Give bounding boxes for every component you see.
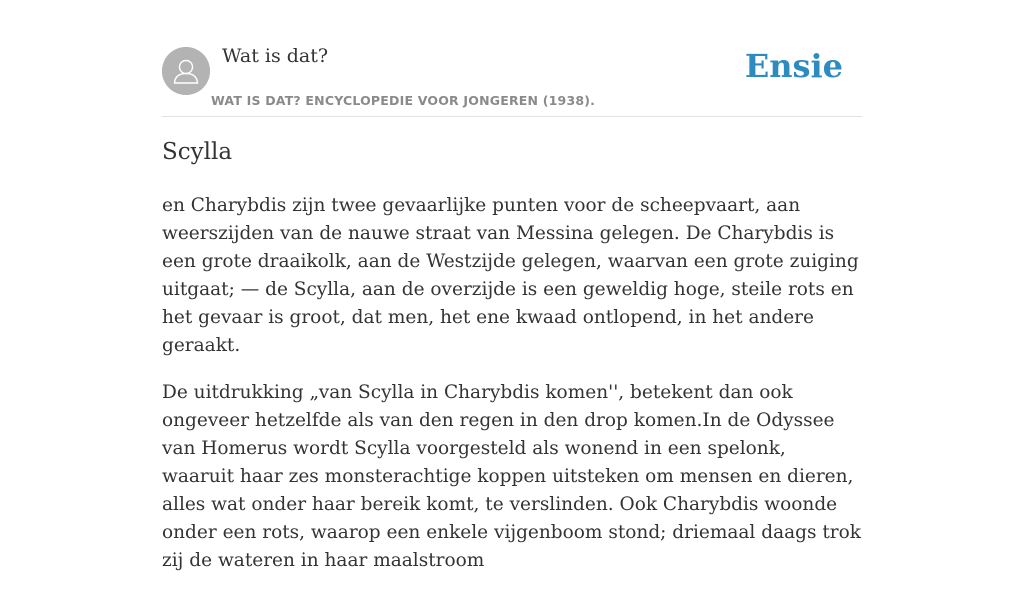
- source-header: [162, 0, 862, 117]
- source-title[interactable]: Wat is dat?: [222, 45, 329, 67]
- entry-title: Scylla: [162, 139, 233, 165]
- page-container: [162, 0, 862, 571]
- entry-paragraph: De uitdrukking „van Scylla in Charybdis komen'', betekent dan ook ongeveer hetzelfde als van den regen in den drop komen.In de Odyssee van Homerus wordt Scylla voorgesteld als wonend in een spelonk, waaruit haar zes monsterachtige koppen uitsteken om mensen en dieren, alles wat onder haar bereik komt, te verslinden. Ook Charybdis woonde onder een rots, waarop een enkele vijgenboom stond; driemaal daags trok zij de wateren in haar maalstroom: [162, 382, 861, 571]
- ensie-logo[interactable]: Ensie: [744, 47, 843, 85]
- user-icon: [162, 47, 210, 95]
- entry-body: [162, 192, 862, 594]
- source-subtitle[interactable]: WAT IS DAT? ENCYCLOPEDIE VOOR JONGEREN (1938).: [211, 93, 596, 108]
- avatar[interactable]: [162, 47, 210, 95]
- entry-paragraph: en Charybdis zijn twee gevaarlijke punten voor de scheepvaart, aan weerszijden van de nauwe straat van Messina gelegen. De Charybdis is een grote draaikolk, aan de Westzijde gelegen, waarvan een grote zuiging uitgaat; — de Scylla, aan de overzijde is een geweldig hoge, steile rots en het gevaar is groot, dat men, het ene kwaad ontlopend, in het andere geraakt.: [162, 195, 859, 356]
